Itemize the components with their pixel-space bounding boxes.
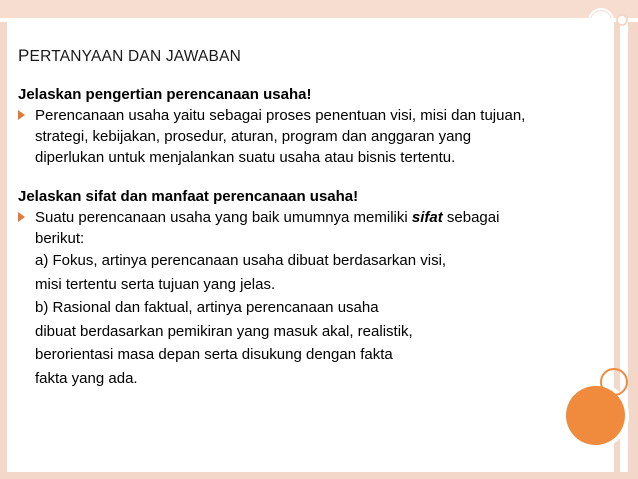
right-decor-edge — [628, 22, 638, 479]
answer-1-line: diperlukan untuk menjalankan suatu usaha atau bisnis tertentu. — [35, 149, 456, 166]
answer-2-details — [18, 249, 618, 390]
bottom-decor-band — [0, 472, 638, 479]
top-circle-ring-decor — [588, 8, 614, 34]
top-decor-band — [0, 0, 638, 18]
arrowhead-bullet-icon — [18, 212, 25, 222]
answer-2-line-2: berikut: — [35, 230, 85, 247]
answer-2-emphasis: sifat — [411, 209, 443, 226]
answer-2-post: sebagai — [442, 209, 500, 226]
detail-line: fakta yang ada. — [35, 369, 138, 387]
arrowhead-bullet-icon — [18, 110, 25, 120]
answer-2-pre: Suatu perencanaan usaha yang baik umumnya memiliki — [35, 209, 412, 226]
answer-2-line-1 — [35, 207, 618, 228]
detail-line: b) Rasional dan faktual, artinya perencanaan usaha — [35, 299, 379, 316]
detail-line: misi tertentu serta tujuan yang jelas. — [35, 275, 276, 293]
top-decor-line — [0, 18, 638, 22]
slide-title-capital: P — [18, 46, 30, 65]
top-small-circle-decor — [616, 14, 628, 26]
slide-title — [18, 46, 241, 66]
answer-1-bullet — [18, 105, 618, 168]
answer-1-line: Perencanaan usaha yaitu sebagai proses penentuan visi, misi dan tujuan, — [35, 107, 526, 124]
slide-body — [18, 84, 618, 390]
answer-1-line: strategi, kebijakan, prosedur, aturan, program dan anggaran yang — [35, 128, 472, 145]
spacer — [18, 168, 618, 186]
question-1: Jelaskan pengertian perencanaan usaha! — [18, 86, 312, 103]
detail-line: dibuat berdasarkan pemikiran yang masuk akal, realistik, — [35, 322, 413, 340]
left-decor-band — [0, 22, 7, 479]
detail-line: berorientasi masa depan serta disukung dengan fakta — [35, 346, 393, 363]
question-2: Jelaskan sifat dan manfaat perencanaan usaha! — [18, 188, 359, 205]
slide-title-rest: ERTANYAAN DAN JAWABAN — [29, 48, 242, 65]
detail-line: a) Fokus, artinya perencanaan usaha dibuat berdasarkan visi, — [35, 252, 447, 269]
answer-2-bullet — [18, 207, 618, 249]
